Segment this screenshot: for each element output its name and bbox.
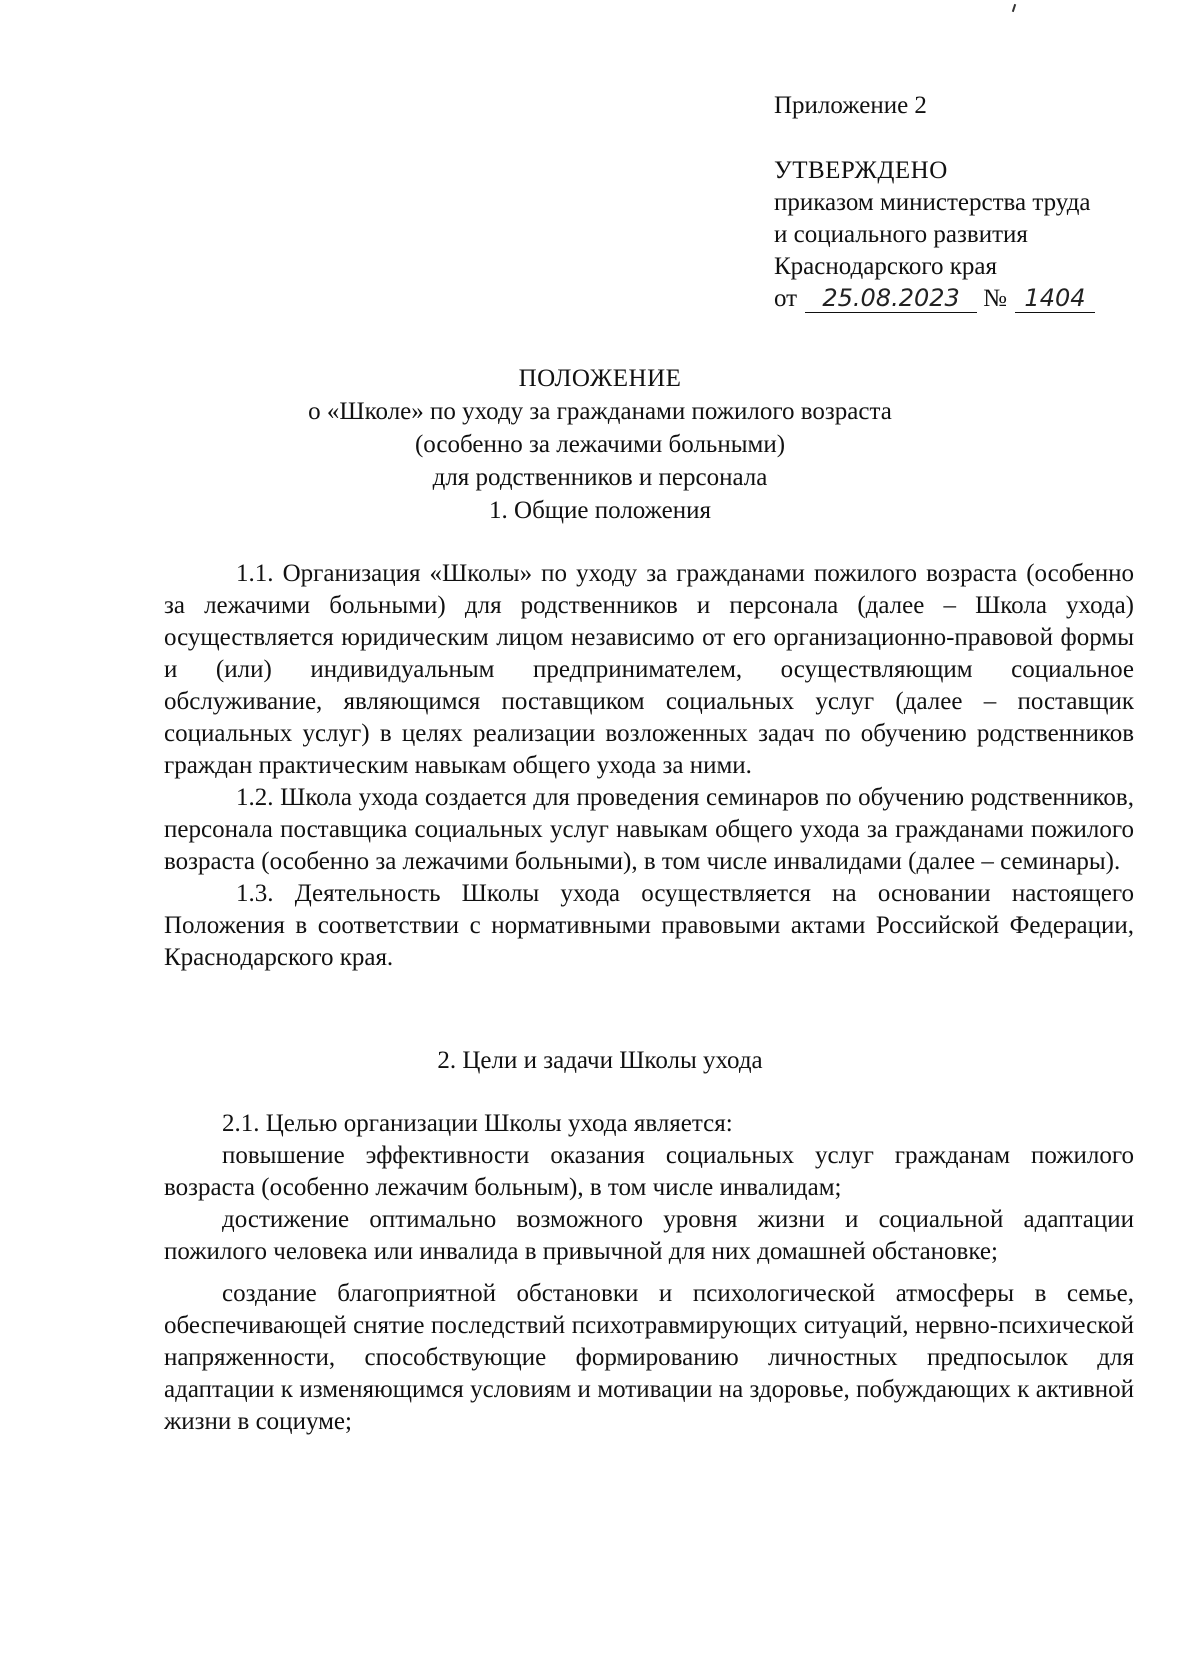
section-2-body (164, 1108, 1134, 1438)
goal-item-2: достижение оптимально возможного уровня жизни и социальной адаптации пожилого человека или инвалида в привычной для них домашней обстановке; (164, 1206, 1134, 1265)
goal-item-1: повышение эффективности оказания социальных услуг гражданам пожилого возраста (особенно лежачим больным), в том числе инвалидам; (164, 1142, 1134, 1201)
approved-line-2: и социального развития (774, 221, 1028, 248)
section-1-heading: 1. Общие положения (489, 497, 711, 524)
document-title: ПОЛОЖЕНИЕ (518, 365, 682, 392)
section-1-body (164, 558, 1134, 974)
title-line-2: (особенно за лежачими больными) (414, 431, 786, 458)
date-prefix: от (774, 285, 798, 312)
order-date-number (774, 283, 1154, 319)
approved-line-3: Краснодарского края (774, 253, 997, 280)
handwritten-number: 1404 (1015, 284, 1095, 313)
paragraph-1-1: 1.1. Организация «Школы» по уходу за гражданами пожилого возраста (особенно за лежачими больными) для родственников и персонала (далее – Школа ухода) осуществляется юридическим лицом независимо от его организационно-правовой формы и (или) индивидуальным предпринимателем, осуществляющим социальное обслуживание, являющимся поставщиком социальных услуг (далее – поставщик социальных услуг) в целях реализации возложенных задач по обучению родственников граждан практическим навыкам общего ухода за ними. (164, 560, 1134, 779)
goal-item-3: создание благоприятной обстановки и психологической атмосферы в семье, обеспечивающей снятие последствий психотравмирующих ситуаций, нервно-психической напряженности, способствующие формированию личностных предпосылок для адаптации к изменяющимся условиям и мотивации на здоровье, побуждающих к активной жизни в социуме; (164, 1280, 1134, 1435)
approved-title: УТВЕРЖДЕНО (774, 157, 948, 184)
paragraph-2-1: 2.1. Целью организации Школы ухода является: (222, 1110, 733, 1137)
title-line-3: для родственников и персонала (432, 464, 768, 491)
paragraph-1-2: 1.2. Школа ухода создается для проведения семинаров по обучению родственников, персонала поставщика социальных услуг навыкам общего ухода за гражданами пожилого возраста (особенно за лежачими больными), в том числе инвалидами (далее – семинары). (164, 784, 1134, 875)
scan-mark (1012, 4, 1016, 12)
section-2-heading: 2. Цели и задачи Школы ухода (437, 1047, 763, 1074)
handwritten-date: 25.08.2023 (805, 284, 977, 313)
approved-line-1: приказом министерства труда (774, 189, 1091, 216)
annex-label: Приложение 2 (774, 92, 927, 119)
paragraph-1-3: 1.3. Деятельность Школы ухода осуществляется на основании настоящего Положения в соответствии с нормативными правовыми актами Российской Федерации, Краснодарского края. (164, 880, 1134, 971)
number-sign: № (983, 285, 1007, 312)
document-title-block (0, 362, 1200, 494)
title-line-1: о «Школе» по уходу за гражданами пожилого возраста (308, 398, 892, 425)
approval-stamp-block (774, 155, 1154, 319)
